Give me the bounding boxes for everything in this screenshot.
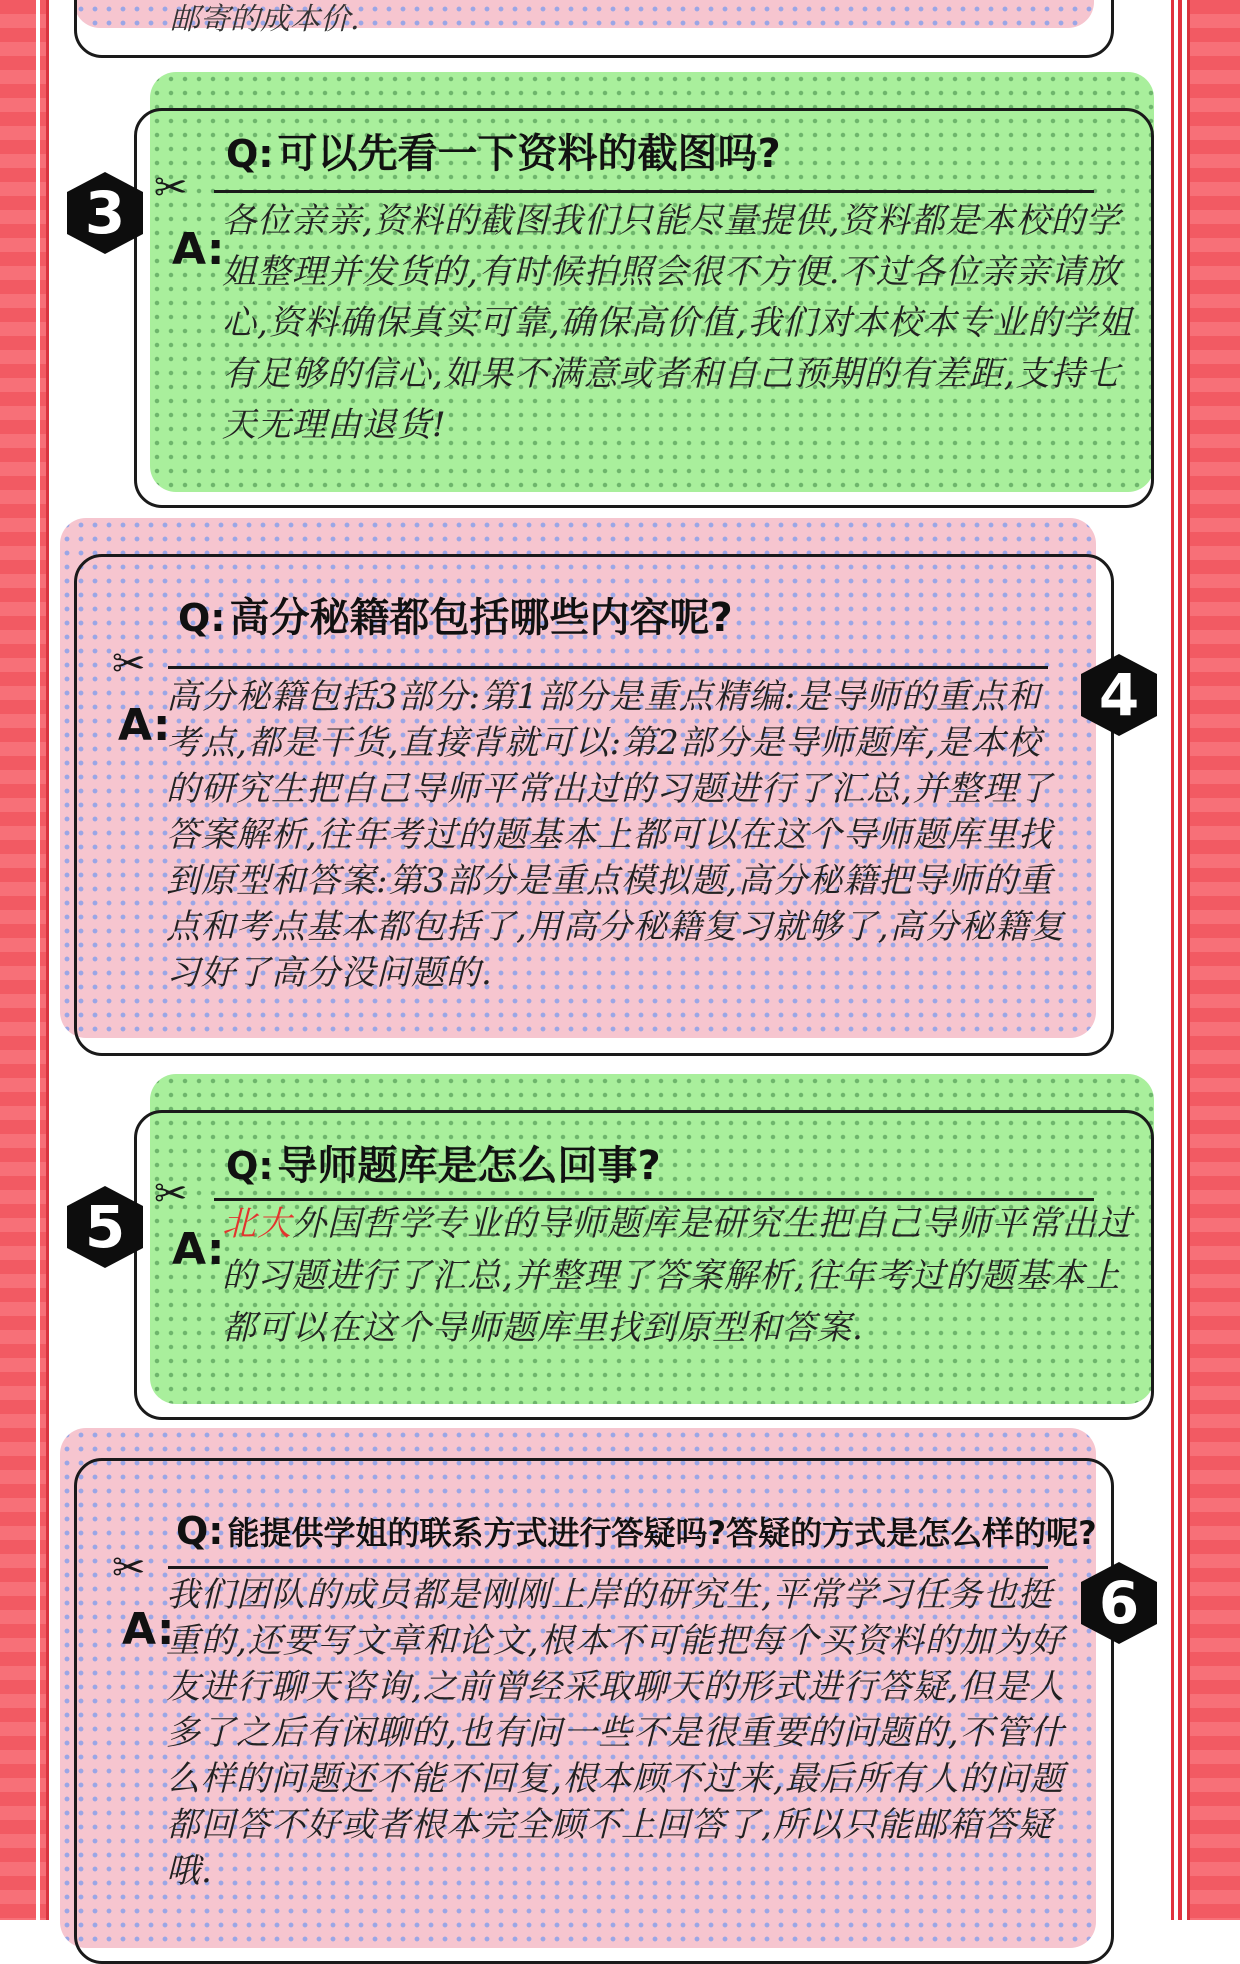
left-border-divider <box>36 0 40 1920</box>
previous-answer-tail: 邮寄的成本价. <box>170 2 360 37</box>
right-border-line <box>1178 0 1182 1920</box>
question-divider <box>168 666 1048 669</box>
faq-question-4: Q: 高分秘籍都包括哪些内容呢? <box>178 595 733 641</box>
faq-card-5 <box>134 1074 1164 1424</box>
faq-question-6: Q: 能提供学姐的联系方式进行答疑吗?答疑的方式是怎么样的呢? <box>176 1509 1097 1553</box>
answer-label: A: <box>172 1224 225 1275</box>
scissors-icon: ✂ <box>112 641 146 687</box>
faq-card-previous <box>74 0 1114 58</box>
number-badge-4: 4 <box>1076 652 1162 738</box>
faq-card-3 <box>134 72 1164 512</box>
faq-answer-6: 我们团队的成员都是刚刚上岸的研究生,平常学习任务也挺重的,还要写文章和论文,根本不可能把每个买资料的加为好友进行聊天咨询,之前曾经采取聊天的形式进行答疑,但是人多了之后有闲聊的,也有问一些不是很重要的问题的,不管什么样的问题还不能不回复,根本顾不过来,最后所有人的问题都回答不好或者根本完全顾不上回答了,所以只能邮箱答疑哦. <box>166 1575 1065 1891</box>
number-badge-6: 6 <box>1076 1560 1162 1646</box>
question-divider <box>214 190 1094 193</box>
faq-card-6 <box>60 1428 1120 1958</box>
left-striped-border <box>0 0 49 1920</box>
faq-question-5: Q: 导师题库是怎么回事? <box>226 1143 661 1189</box>
scissors-icon: ✂ <box>154 165 188 211</box>
number-badge-3: 3 <box>62 170 148 256</box>
answer-label: A: <box>122 1604 175 1655</box>
right-border-line <box>1171 0 1174 1920</box>
faq-answer-4: 高分秘籍包括3部分:第1部分是重点精编:是导师的重点和考点,都是干货,直接背就可以:第2部分是导师题库,是本校的研究生把自己导师平常出过的习题进行了汇总,并整理了答案解析,往年考过的题基本上都可以在这个导师题库里找到原型和答案:第3部分是重点模拟题,高分秘籍把导师的重点和考点基本都包括了,用高分秘籍复习就够了,高分秘籍复习好了高分没问题的. <box>166 677 1065 993</box>
faq-answer-3: 各位亲亲,资料的截图我们只能尽量提供,资料都是本校的学姐整理并发货的,有时候拍照会很不方便.不过各位亲亲请放心,资料确保真实可靠,确保高价值,我们对本校本专业的学姐有足够的信心,如果不满意或者和自己预期的有差距,支持七天无理由退货! <box>222 201 1133 445</box>
question-divider <box>168 1566 1048 1569</box>
faq-question-3: Q: 可以先看一下资料的截图吗? <box>226 131 781 177</box>
answer-label: A: <box>118 700 171 751</box>
scissors-icon: ✂ <box>154 1171 188 1217</box>
right-striped-border <box>1187 0 1240 1920</box>
answer-label: A: <box>172 224 225 275</box>
faq-answer-5: 北大外国哲学专业的导师题库是研究生把自己导师平常出过的习题进行了汇总,并整理了答案解析,往年考过的题基本上都可以在这个导师题库里找到原型和答案. <box>222 1204 1132 1348</box>
scissors-icon: ✂ <box>112 1545 146 1591</box>
answer-highlight: 北大 <box>222 1204 292 1244</box>
faq-card-4 <box>60 518 1120 1062</box>
number-badge-5: 5 <box>62 1184 148 1270</box>
